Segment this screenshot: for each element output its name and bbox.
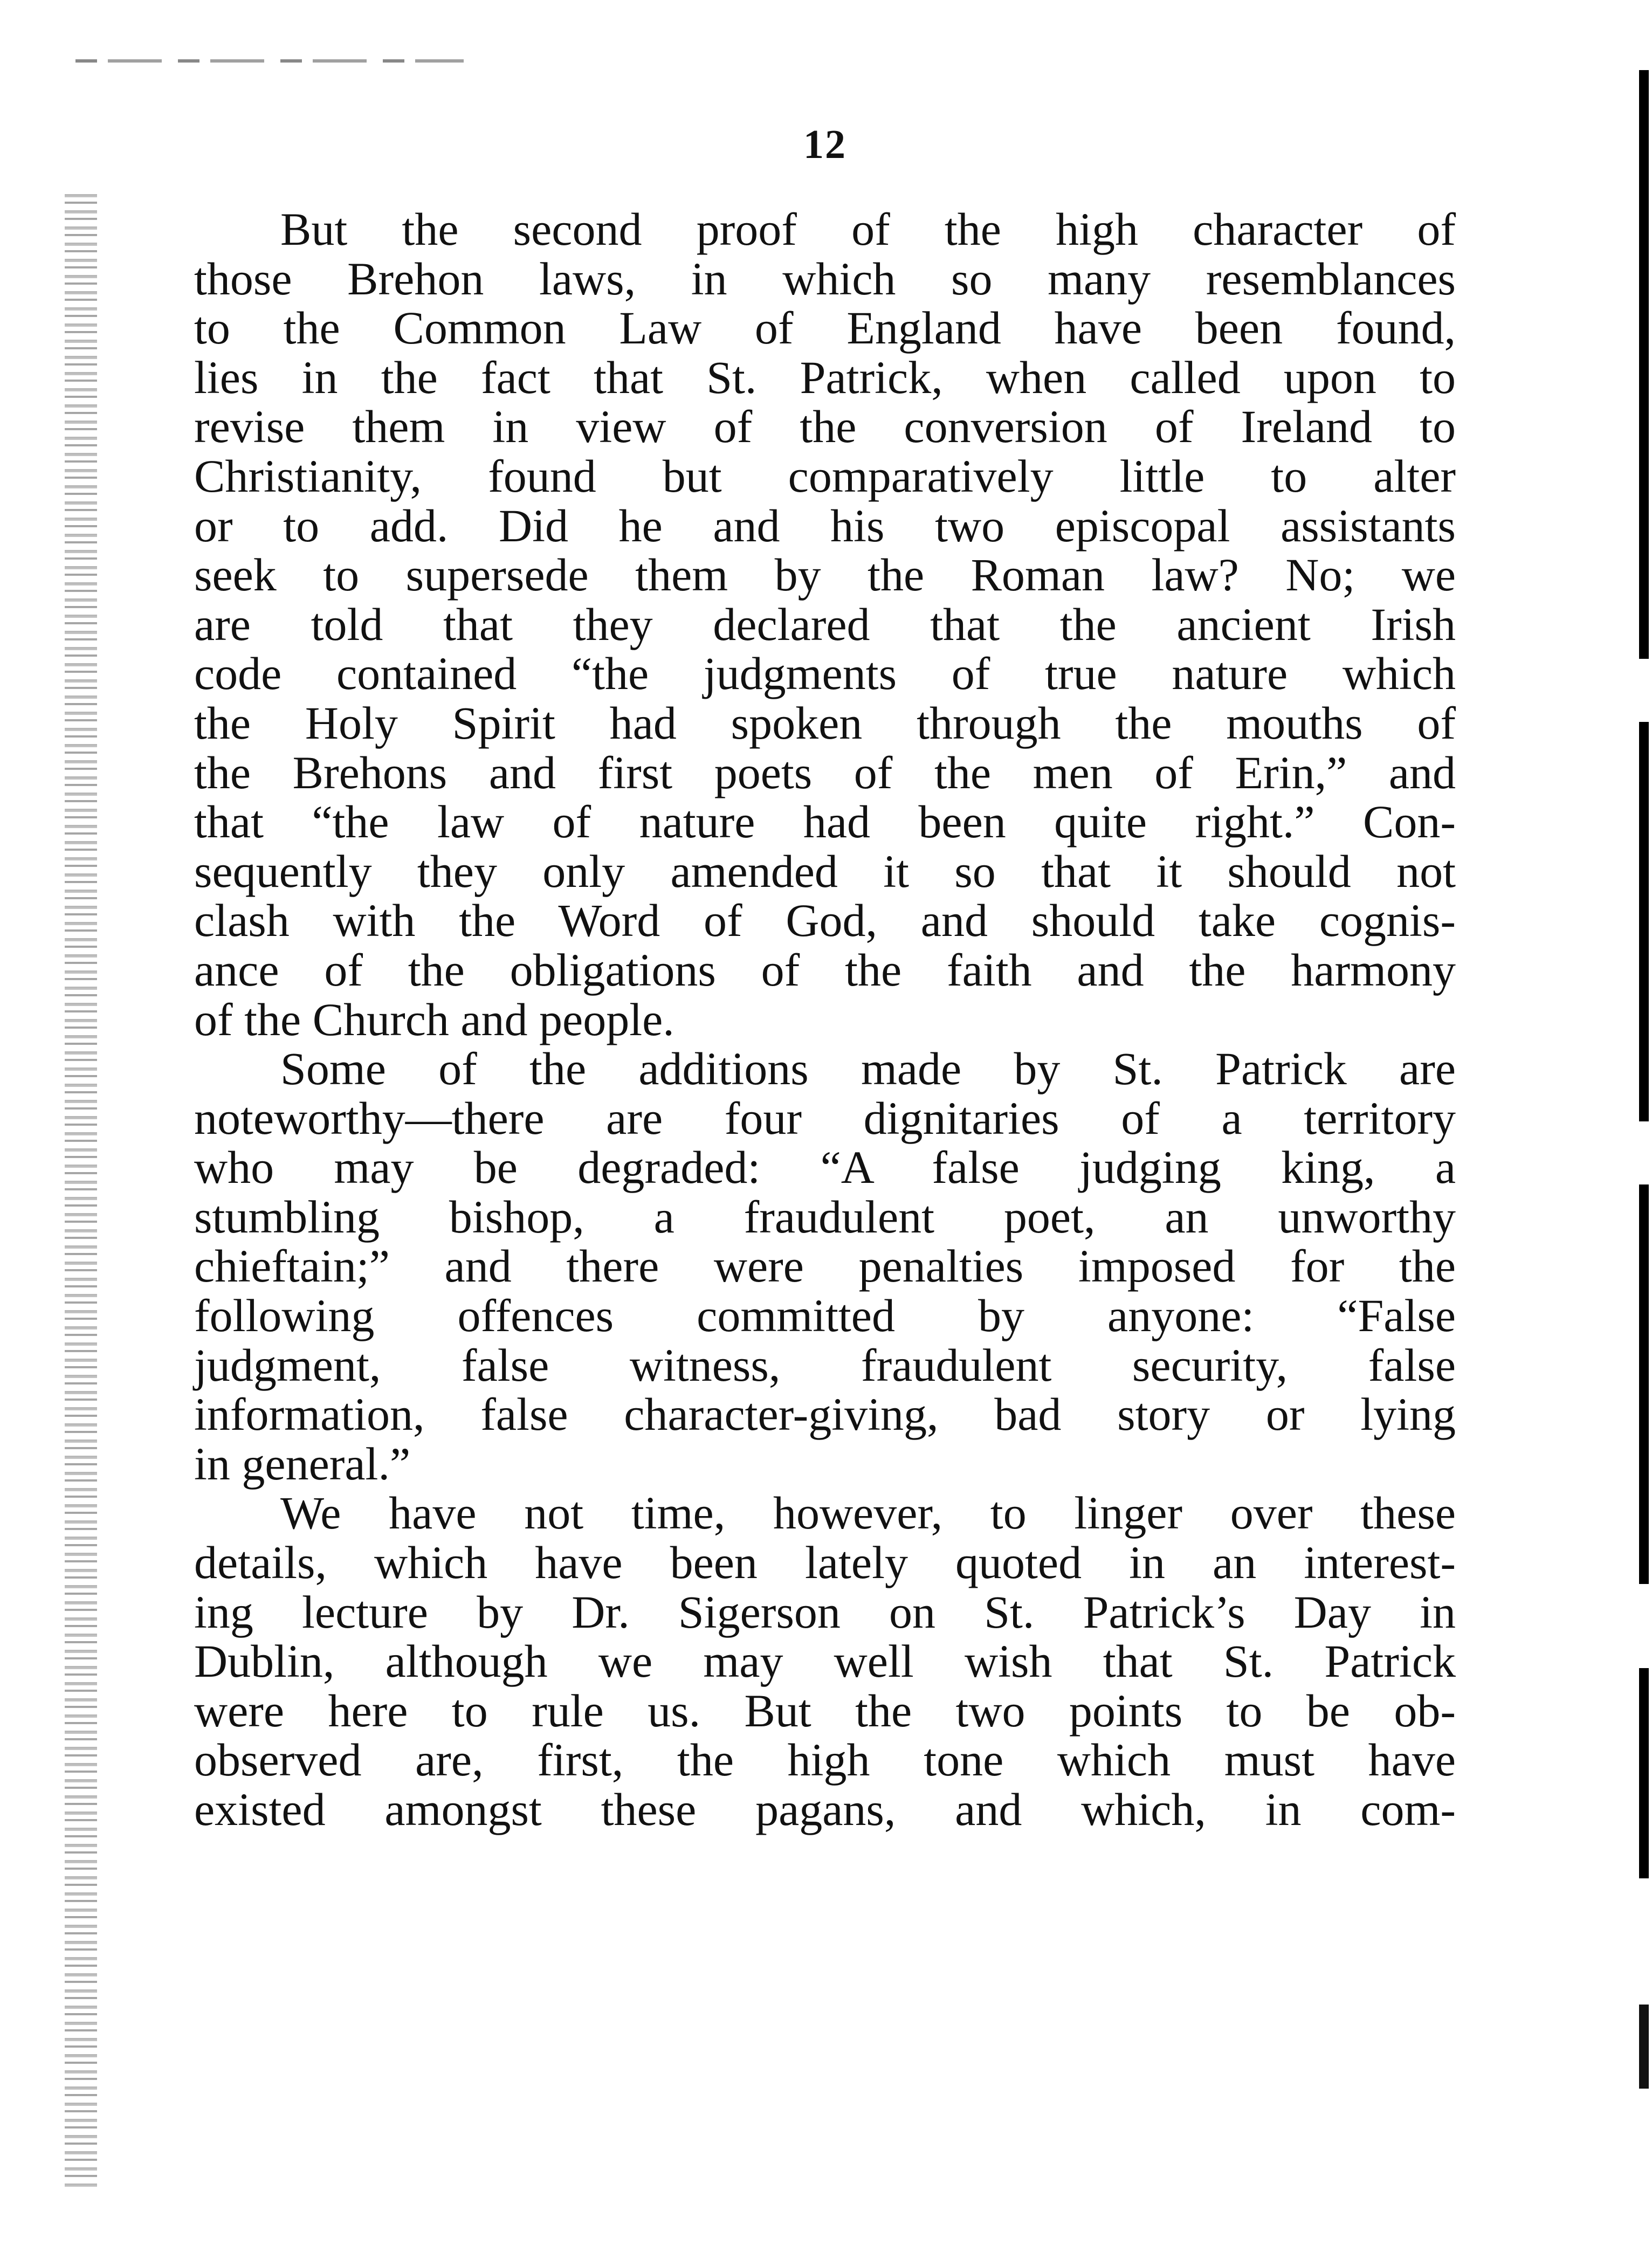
text-line: ing lecture by Dr. Sigerson on St. Patrick’s Day in: [194, 1586, 1456, 1638]
text-line: to the Common Law of England have been found,: [194, 302, 1456, 354]
scan-edge-right: [1639, 70, 1649, 2173]
text-line: revise them in view of the conversion of Ireland to: [194, 401, 1456, 453]
paragraph-1: [194, 205, 1456, 1044]
text-line: clash with the Word of God, and should take cognis-: [194, 894, 1456, 947]
text-line: existed amongst these pagans, and which, in com-: [194, 1783, 1456, 1835]
text-line: who may be degraded: “A false judging king, a: [194, 1141, 1456, 1194]
text-line: that “the law of nature had been quite right.” Con-: [194, 796, 1456, 848]
text-line: We have not time, however, to linger over these: [280, 1487, 1456, 1539]
text-line: Dublin, although we may well wish that St. Patrick: [194, 1635, 1456, 1688]
text-line: noteworthy—there are four dignitaries of a territory: [194, 1092, 1456, 1144]
text-line: were here to rule us. But the two points to be ob-: [194, 1684, 1456, 1737]
scan-edge-top: [75, 59, 464, 63]
text-line: in general.”: [194, 1437, 411, 1490]
text-line: following offences committed by anyone: “False: [194, 1290, 1456, 1342]
paragraph-3: [194, 1489, 1456, 1834]
text-line: sequently they only amended it so that it should not: [194, 845, 1456, 897]
text-line: or to add. Did he and his two episcopal assistants: [194, 499, 1456, 552]
paragraph-2: [194, 1044, 1456, 1489]
text-line: lies in the fact that St. Patrick, when called upon to: [194, 351, 1456, 403]
text-line: the Brehons and first poets of the men of Erin,” and: [194, 746, 1456, 798]
text-line: Some of the additions made by St. Patrick are: [280, 1043, 1456, 1095]
page-number: 12: [803, 122, 846, 167]
text-line: stumbling bishop, a fraudulent poet, an unworthy: [194, 1190, 1456, 1243]
text-line: the Holy Spirit had spoken through the mouths of: [194, 697, 1456, 749]
body-text: [194, 205, 1456, 1835]
text-line: observed are, first, the high tone which must have: [194, 1734, 1456, 1786]
text-line: judgment, false witness, fraudulent security, false: [194, 1339, 1456, 1391]
scan-edge-left: [65, 194, 97, 2189]
text-line: information, false character-giving, bad story or lying: [194, 1388, 1456, 1441]
text-line: those Brehon laws, in which so many resemblances: [194, 252, 1456, 305]
text-line: Christianity, found but comparatively little to alter: [194, 450, 1456, 502]
text-line: ance of the obligations of the faith and the harmony: [194, 943, 1456, 996]
text-line: chieftain;” and there were penalties imposed for the: [194, 1240, 1456, 1292]
text-line: are told that they declared that the ancient Irish: [194, 598, 1456, 650]
text-line: seek to supersede them by the Roman law? No; we: [194, 549, 1456, 601]
text-line: details, which have been lately quoted in an interest-: [194, 1537, 1456, 1589]
text-line: But the second proof of the high character of: [280, 203, 1456, 255]
text-line: code contained “the judgments of true nature which: [194, 648, 1456, 700]
text-line: of the Church and people.: [194, 993, 674, 1045]
